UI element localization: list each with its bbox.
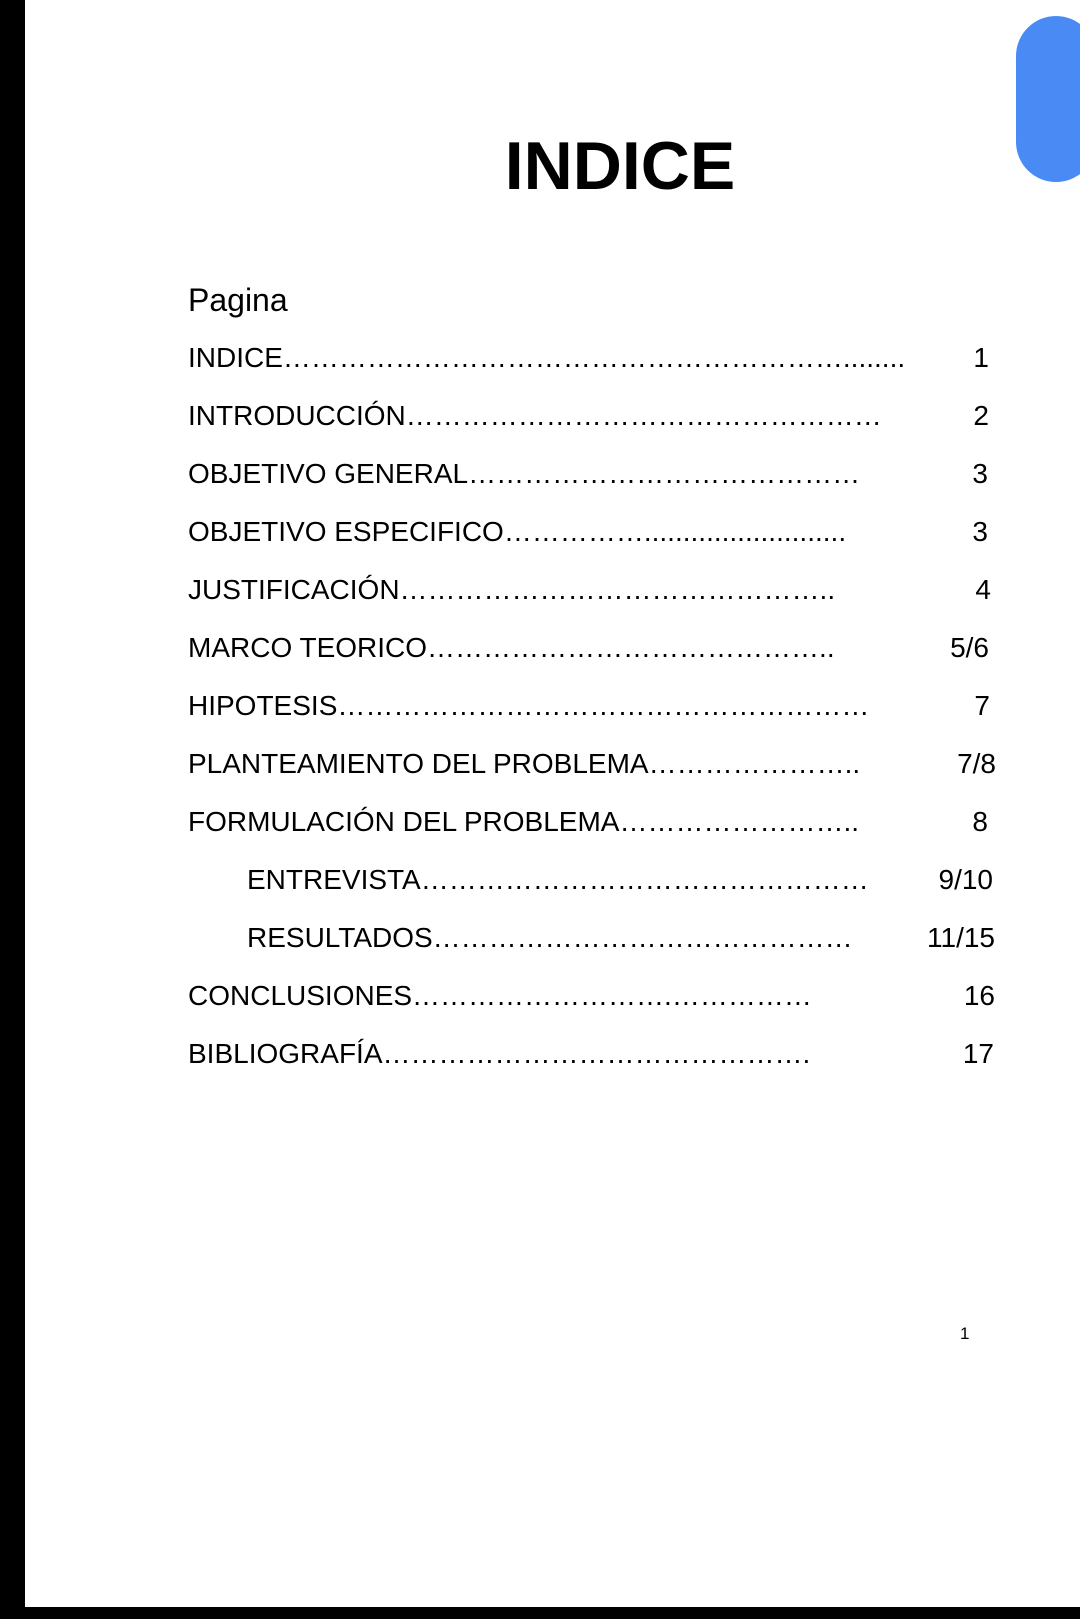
toc-entry-hipotesis [188,684,1028,742]
toc-entry-label: OBJETIVO GENERAL…………………………………… [188,458,861,489]
page-title: INDICE [504,128,736,204]
toc-entry-label: FORMULACIÓN DEL PROBLEMA…………………….. [188,806,860,837]
toc-entry-label: JUSTIFICACIÓN……………………………………….. [188,574,836,605]
toc-entry-conclusiones [188,974,1028,1032]
toc-entry-planteamiento [188,742,1028,800]
toc-entry-label: ENTREVISTA………………………………………… [247,864,869,895]
toc-entry-resultados [188,916,1028,974]
toc-entry-page: 7 [974,690,990,721]
toc-entry-page: 2 [973,400,989,431]
toc-entry-page: 3 [972,458,988,489]
toc-entry-page: 16 [963,980,995,1011]
toc-entry-page: 3 [972,516,988,547]
page-number: 1 [960,1324,970,1343]
toc-entry-label: CONCLUSIONES……………………….…………… [188,980,812,1011]
toc-entry-page: 17 [962,1038,994,1069]
toc-entry-objetivo-especifico [188,510,1028,568]
toc-entry-page: 9/10 [938,864,993,895]
toc-entry-page: 5/6 [950,632,989,663]
toc-entry-page: 8 [972,806,988,837]
document-page [25,0,1080,1607]
toc-entry-indice [188,336,1028,394]
toc-entry-label: HIPOTESIS………………………………………………… [188,690,870,721]
toc-entry-label: INTRODUCCIÓN…………………………………………… [188,400,882,431]
toc-entry-marco-teorico [188,626,1028,684]
toc-entry-objetivo-general [188,452,1028,510]
toc-entry-label: PLANTEAMIENTO DEL PROBLEMA………………….. [188,748,861,779]
table-of-contents [188,278,1028,1090]
toc-entry-introduccion [188,394,1028,452]
toc-entry-entrevista [188,858,1028,916]
toc-entry-label: BIBLIOGRAFÍA………………………………………. [188,1038,811,1069]
toc-entry-bibliografia [188,1032,1028,1090]
toc-entry-page: 1 [973,342,989,373]
toc-entry-page: 7/8 [957,748,996,779]
toc-entry-page: 11/15 [927,922,995,953]
toc-entry-page: 4 [975,574,991,605]
toc-entry-formulacion [188,800,1028,858]
toc-entry-justificacion [188,568,1028,626]
toc-entry-label: MARCO TEORICO…………………………………….. [188,632,835,663]
toc-entry-label: OBJETIVO ESPECIFICO…………….......................... [188,516,847,547]
toc-entry-label: RESULTADOS……………………………………… [247,922,853,953]
toc-heading: Pagina [188,282,288,318]
scroll-thumb[interactable] [1016,16,1080,182]
toc-entry-label: INDICE……………………………………………………........ [188,342,906,373]
